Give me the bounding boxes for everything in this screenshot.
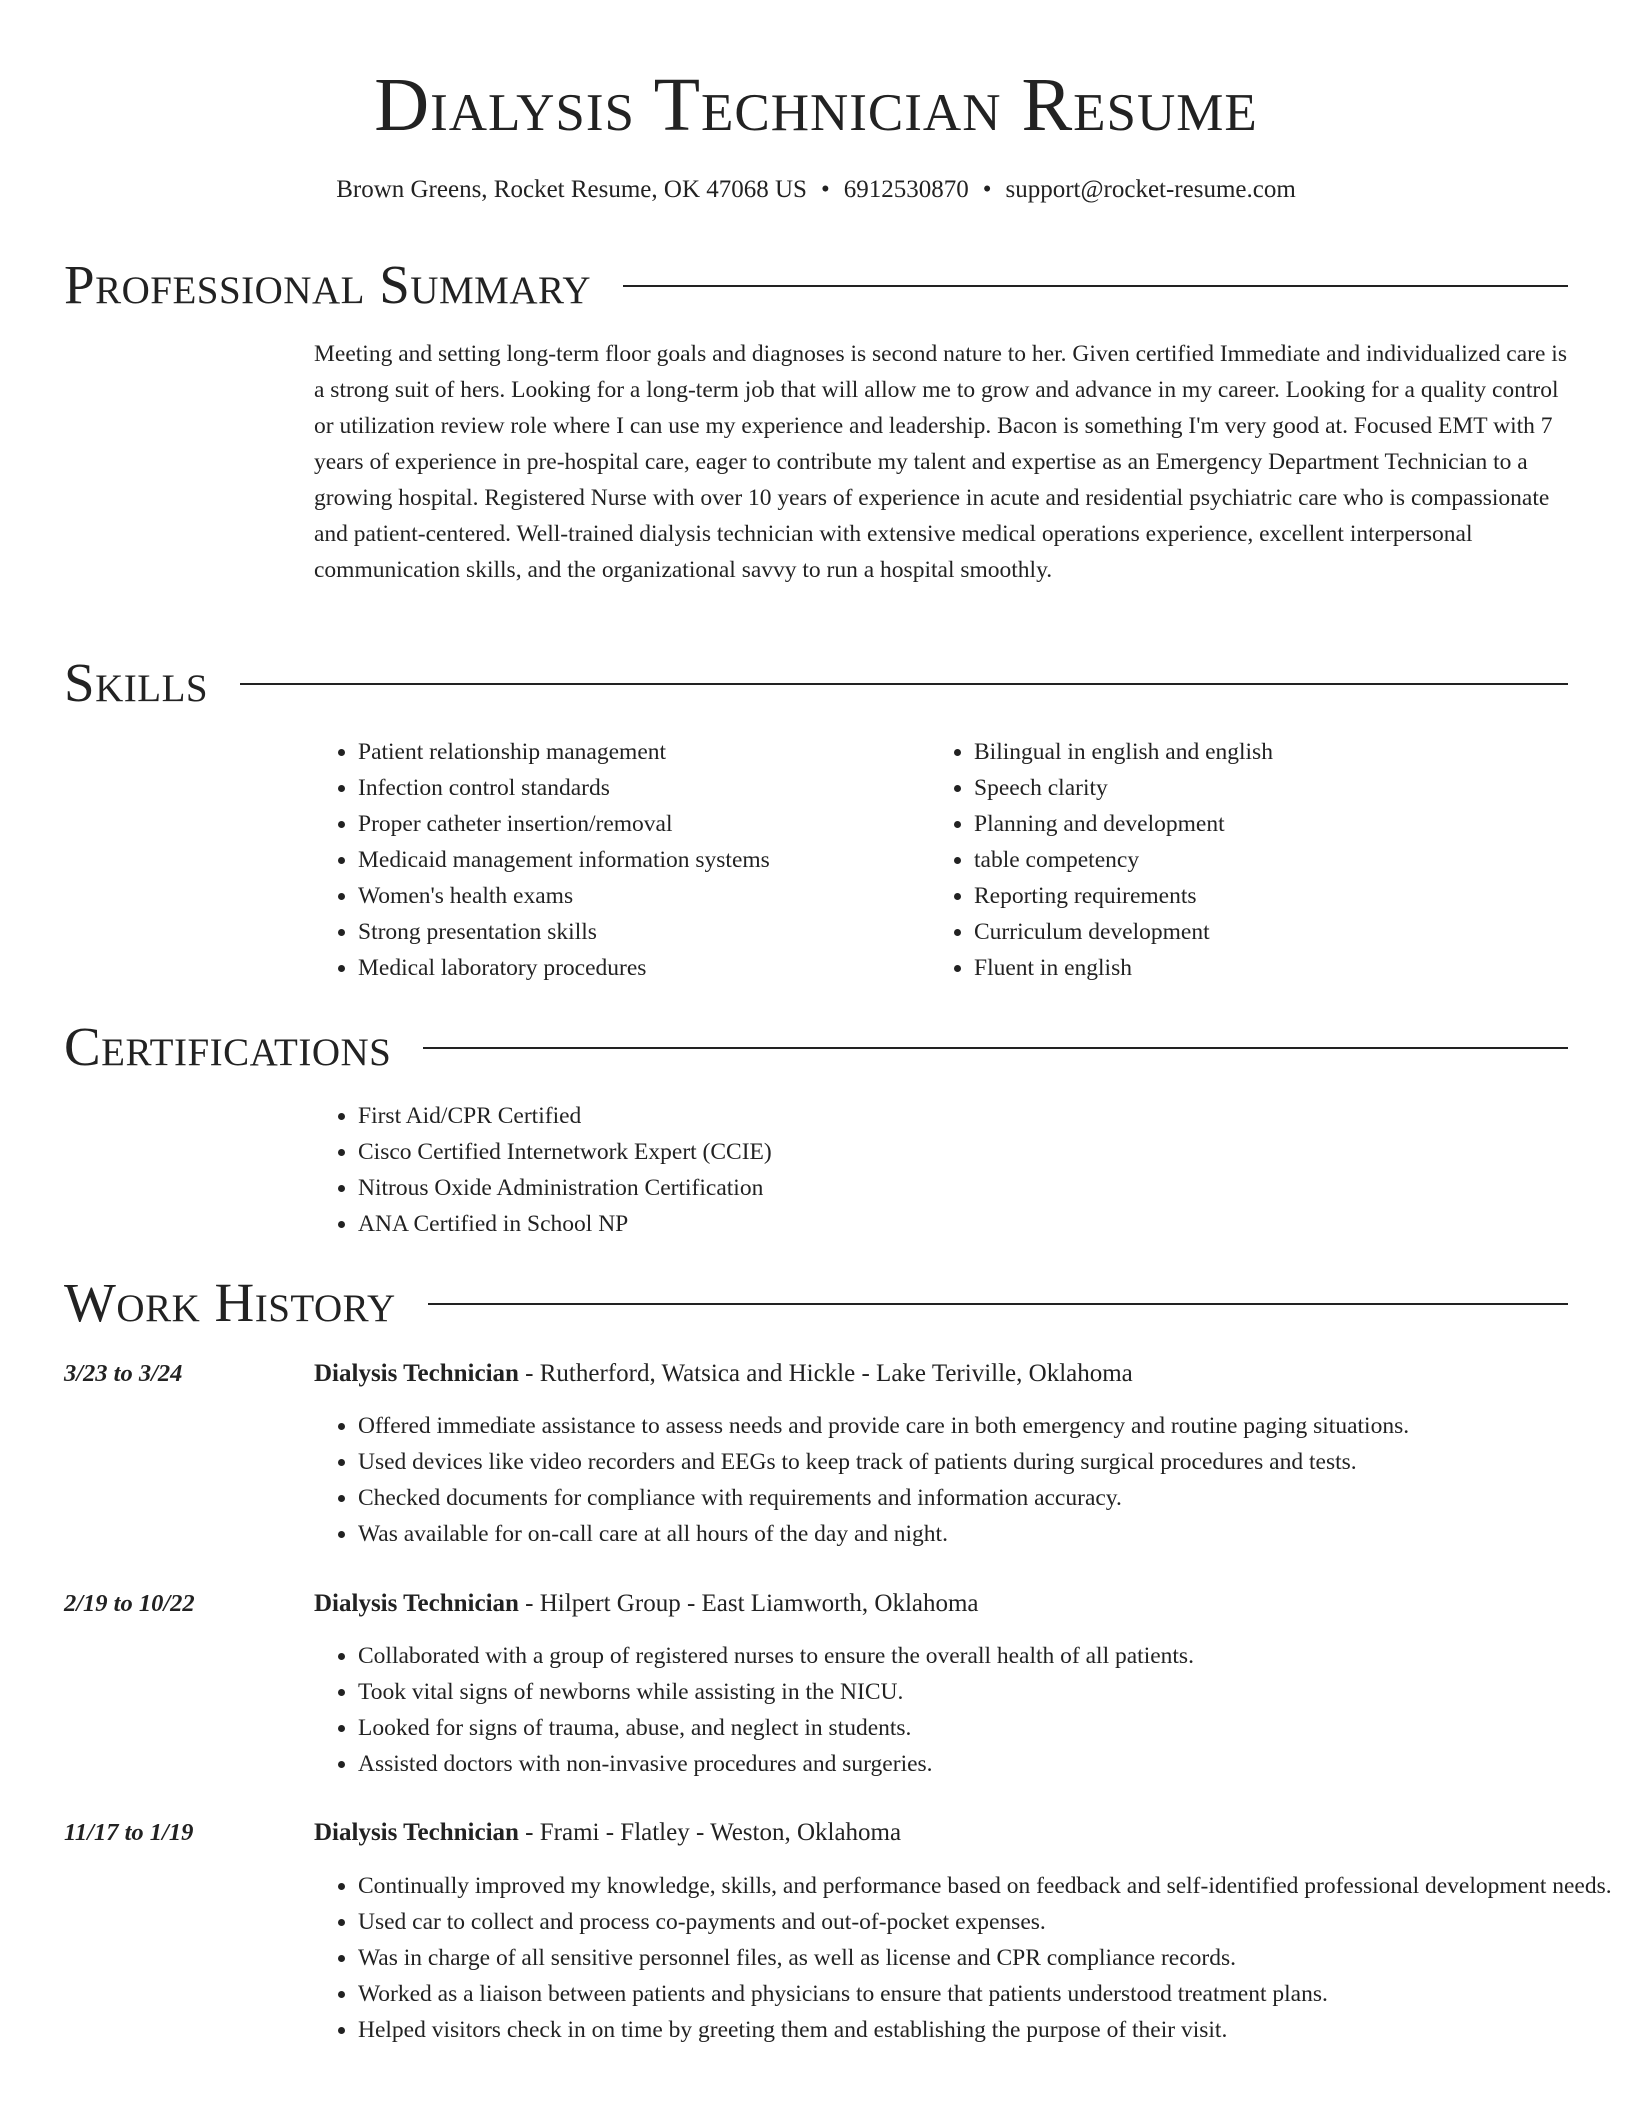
job-heading xyxy=(314,1356,1133,1392)
job-duty-item: • Looked for signs of trauma, abuse, and neglect in students. xyxy=(358,1710,1614,1746)
contact-address: Brown Greens, Rocket Resume, OK 47068 US xyxy=(336,176,807,203)
job-duty-item: • Assisted doctors with non-invasive procedures and surgeries. xyxy=(358,1746,1614,1782)
skill-item: • Medical laboratory procedures xyxy=(358,950,958,986)
job-role: Dialysis Technician xyxy=(314,1819,519,1846)
skill-item: • Patient relationship management xyxy=(358,734,958,770)
certification-item: • First Aid/CPR Certified xyxy=(358,1098,1358,1134)
skills-section-header xyxy=(64,648,1568,718)
skill-item: • Medicaid management information systems xyxy=(358,842,958,878)
skill-item: • Bilingual in english and english xyxy=(974,734,1574,770)
contact-phone: 6912530870 xyxy=(843,176,969,203)
skill-item: • table competency xyxy=(974,842,1574,878)
section-divider xyxy=(240,683,1568,685)
summary-section-header xyxy=(64,250,1568,320)
section-heading-summary: Professional Summary xyxy=(64,254,592,315)
certification-item: • ANA Certified in School NP xyxy=(358,1206,1358,1242)
page-title: Dialysis Technician Resume xyxy=(374,63,1258,147)
skill-item: • Strong presentation skills xyxy=(358,914,958,950)
job-heading xyxy=(314,1815,901,1851)
skill-item: • Curriculum development xyxy=(974,914,1574,950)
job-employer: - Hilpert Group - East Liamworth, Oklahoma xyxy=(518,1590,979,1617)
job-duty-item: • Took vital signs of newborns while assisting in the NICU. xyxy=(358,1674,1614,1710)
skill-item: • Planning and development xyxy=(974,806,1574,842)
section-divider xyxy=(428,1303,1568,1305)
certifications-list xyxy=(314,1098,1358,1242)
contact-email: support@rocket-resume.com xyxy=(1005,176,1296,203)
job-heading xyxy=(314,1586,979,1622)
work-history-section-header xyxy=(64,1268,1568,1338)
contact-separator: • xyxy=(820,176,830,203)
job-role: Dialysis Technician xyxy=(314,1360,519,1387)
contact-line xyxy=(0,172,1632,208)
job-duty-item: • Helped visitors check in on time by greeting them and establishing the purpose of their visit. xyxy=(358,2012,1614,2048)
summary-text: Meeting and setting long-term floor goals and diagnoses is second nature to her. Given certified Immediate and individualized care is a strong suit of hers. Looking for a long-term job that will allow me to grow and advance in my career. Looking for a quality control or utilization review role where I can use my experience and leadership. Bacon is something I'm very good at. Focused EMT with 7 years of experience in pre-hospital care, eager to contribute my talent and expertise as an Emergency Department Technician to a growing hospital. Registered Nurse with over 10 years of experience in acute and residential psychiatric care who is compassionate and patient-centered. Well-trained dialysis technician with extensive medical operations experience, excellent interpersonal communication skills, and the organizational savvy to run a hospital smoothly. xyxy=(314,341,1567,583)
job-duty-item: • Offered immediate assistance to assess needs and provide care in both emergency and routine paging situations. xyxy=(358,1408,1614,1444)
section-heading-work-history: Work History xyxy=(64,1272,396,1333)
job-duty-item: • Was in charge of all sensitive personnel files, as well as license and CPR compliance records. xyxy=(358,1940,1614,1976)
skill-item: • Women's health exams xyxy=(358,878,958,914)
job-duties-list xyxy=(314,1408,1614,1552)
job-duty-item: • Was available for on-call care at all hours of the day and night. xyxy=(358,1516,1614,1552)
job-dates: 3/23 to 3/24 xyxy=(64,1360,183,1387)
section-heading-skills: Skills xyxy=(64,652,209,713)
certification-item: • Nitrous Oxide Administration Certification xyxy=(358,1170,1358,1206)
job-duty-item: • Worked as a liaison between patients and physicians to ensure that patients understood treatment plans. xyxy=(358,1976,1614,2012)
section-divider xyxy=(623,285,1568,287)
job-duties-list xyxy=(314,1868,1614,2048)
job-duties-list xyxy=(314,1638,1614,1782)
job-duty-item: • Used devices like video recorders and EEGs to keep track of patients during surgical procedures and tests. xyxy=(358,1444,1614,1480)
skills-list-right xyxy=(930,734,1574,986)
job-employer: - Frami - Flatley - Weston, Oklahoma xyxy=(518,1819,902,1846)
contact-separator: • xyxy=(982,176,992,203)
job-duty-item: • Collaborated with a group of registered nurses to ensure the overall health of all patients. xyxy=(358,1638,1614,1674)
skills-list-left xyxy=(314,734,958,986)
section-divider xyxy=(423,1047,1568,1049)
certifications-section-header xyxy=(64,1012,1568,1082)
job-dates: 11/17 to 1/19 xyxy=(64,1819,194,1846)
certification-item: • Cisco Certified Internetwork Expert (CCIE) xyxy=(358,1134,1358,1170)
skill-item: • Infection control standards xyxy=(358,770,958,806)
job-employer: - Rutherford, Watsica and Hickle - Lake Teriville, Oklahoma xyxy=(518,1360,1133,1387)
skill-item: • Speech clarity xyxy=(974,770,1574,806)
job-duty-item: • Continually improved my knowledge, skills, and performance based on feedback and self-identified professional development needs. xyxy=(358,1868,1614,1904)
skill-item: • Reporting requirements xyxy=(974,878,1574,914)
job-role: Dialysis Technician xyxy=(314,1590,519,1617)
job-dates: 2/19 to 10/22 xyxy=(64,1590,195,1617)
section-heading-certifications: Certifications xyxy=(64,1016,392,1077)
job-duty-item: • Checked documents for compliance with requirements and information accuracy. xyxy=(358,1480,1614,1516)
skill-item: • Proper catheter insertion/removal xyxy=(358,806,958,842)
job-duty-item: • Used car to collect and process co-payments and out-of-pocket expenses. xyxy=(358,1904,1614,1940)
skill-item: • Fluent in english xyxy=(974,950,1574,986)
